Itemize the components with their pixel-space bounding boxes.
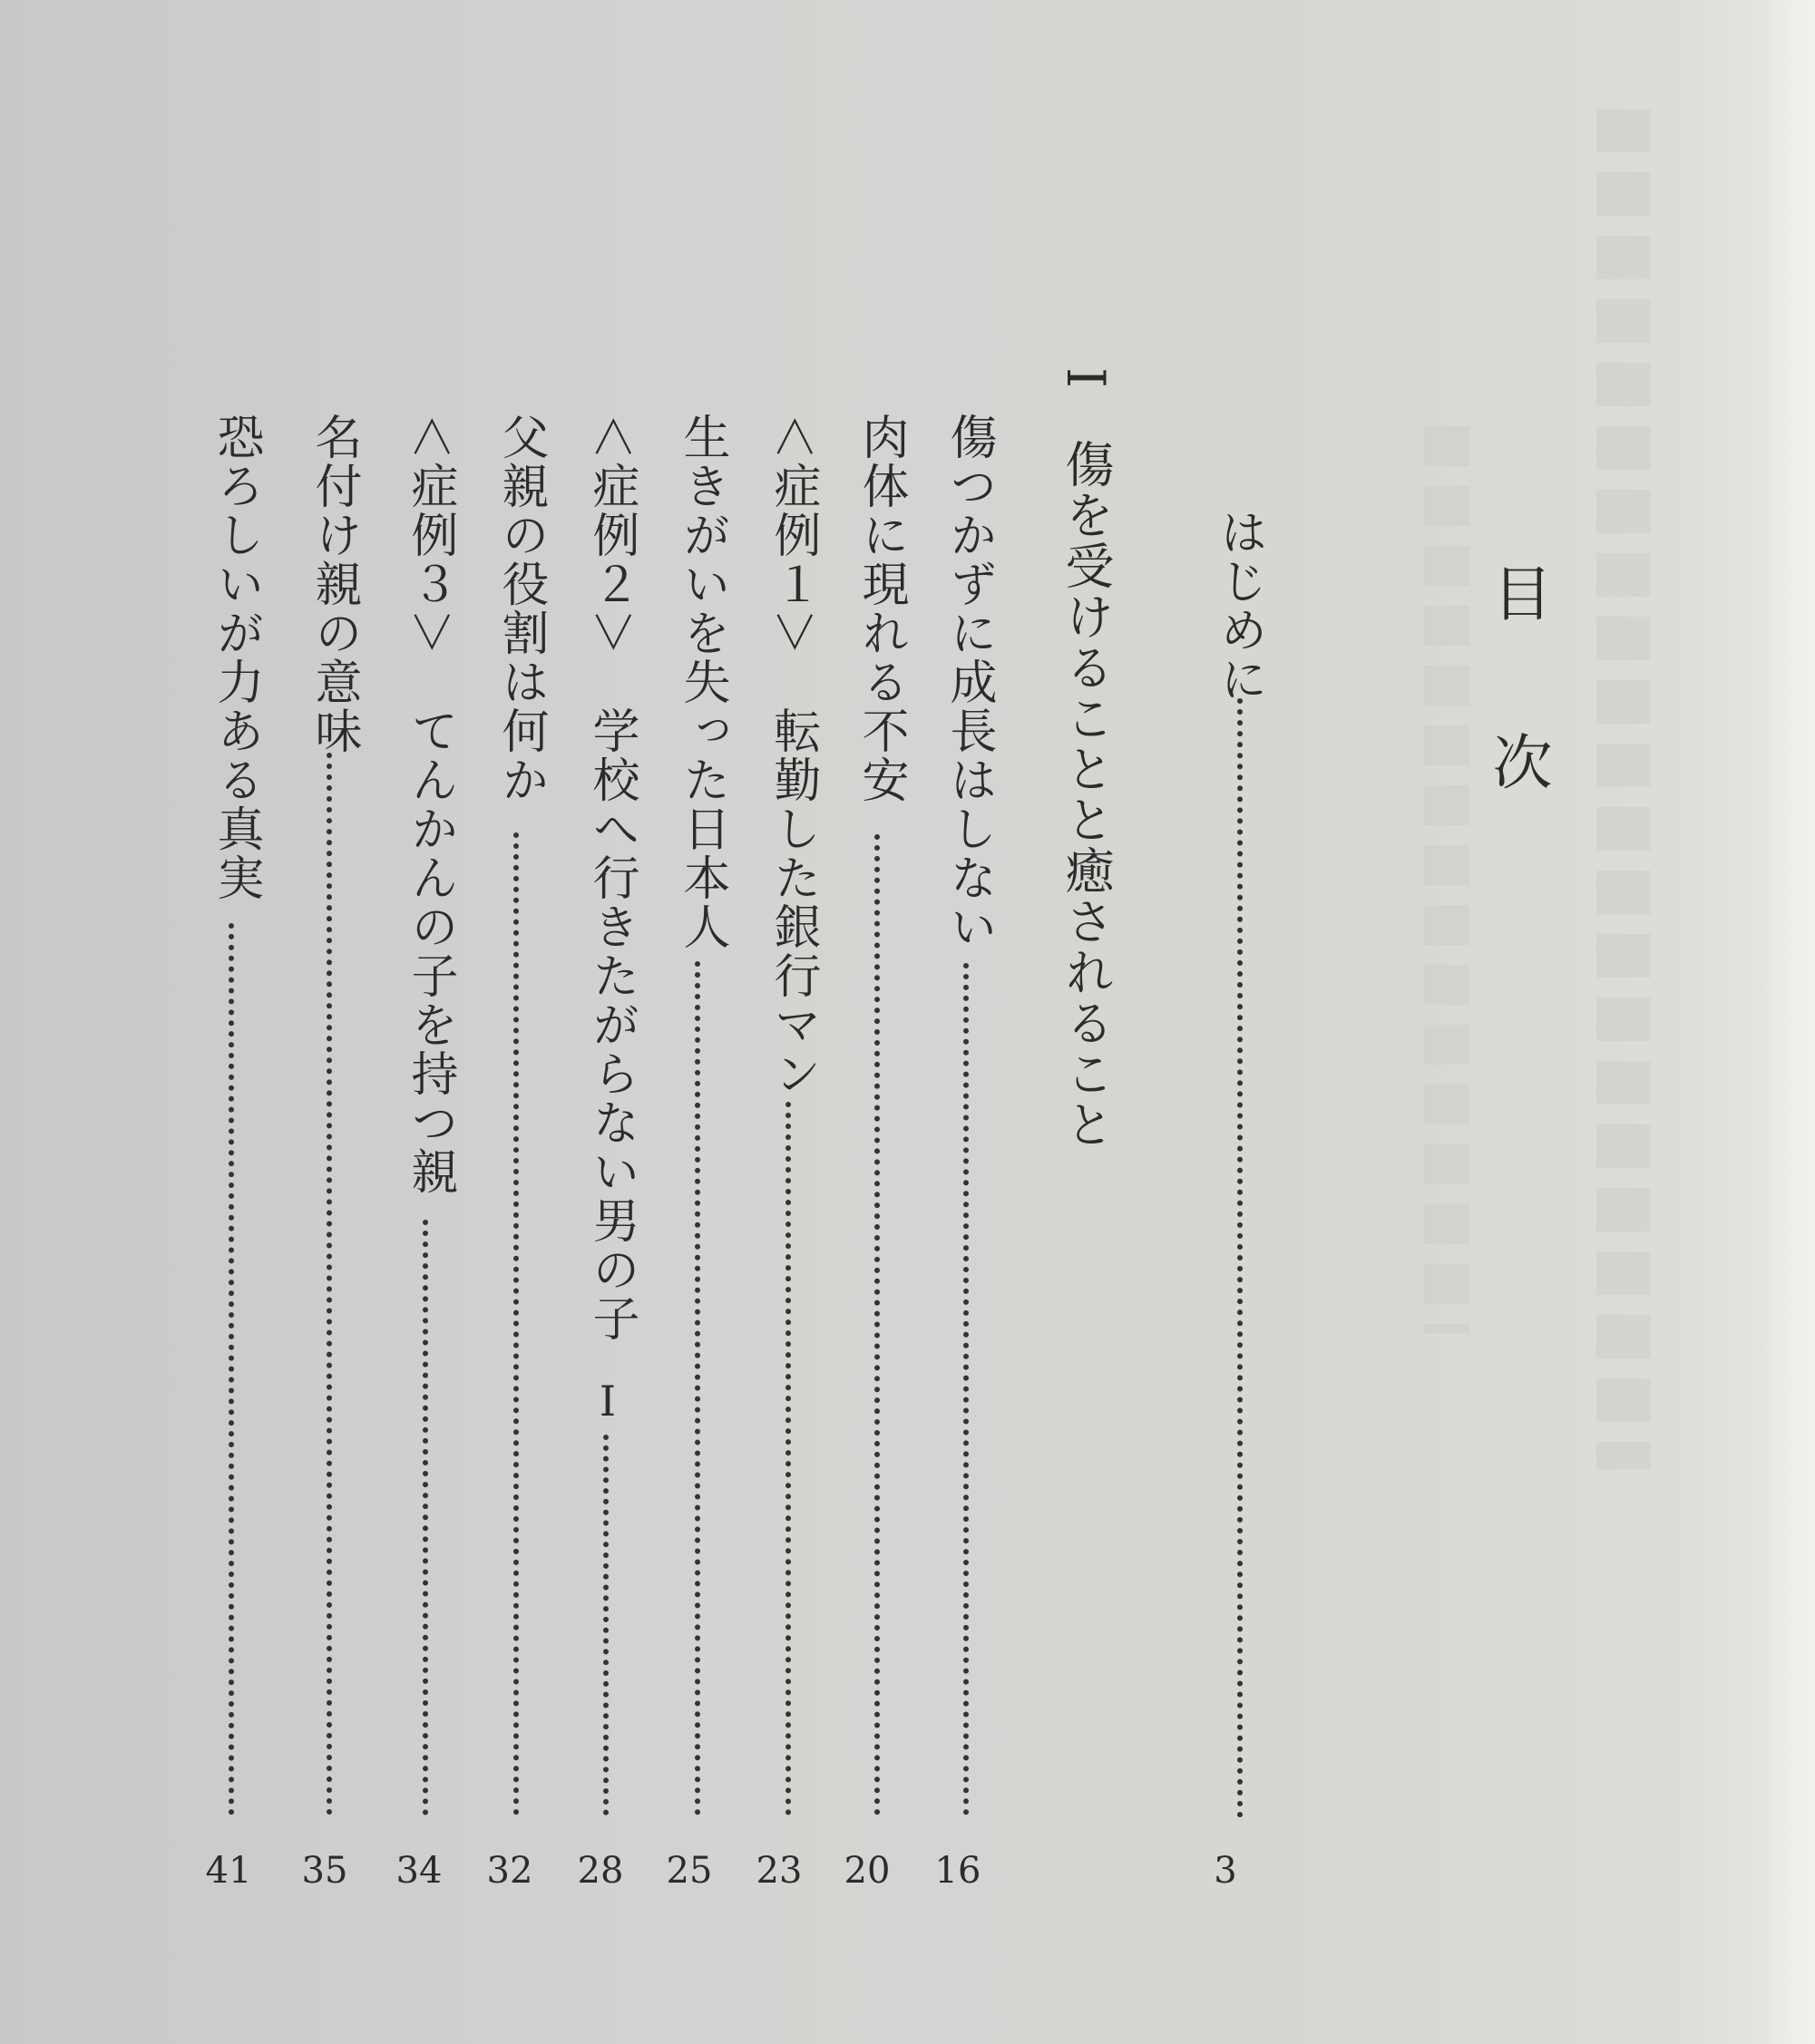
- toc-entry-title: 生きがいを失った日本人: [675, 413, 729, 951]
- toc-entry-title: 名付け親の意味: [307, 413, 361, 755]
- dot-leader: [327, 753, 332, 1815]
- dot-leader: [423, 1220, 428, 1815]
- dot-leader: [695, 961, 700, 1815]
- part-title: 傷を受けることと癒されること: [1058, 438, 1115, 1150]
- show-through-ghost: [1596, 109, 1651, 1469]
- toc-entry-title: 肉体に現れる不安: [854, 413, 908, 804]
- page-number: 20: [844, 1850, 891, 1892]
- part-numeral: I: [1055, 367, 1117, 390]
- page-number: 25: [666, 1850, 713, 1892]
- toc-entry[interactable]: [584, 413, 639, 1344]
- toc-entry-title: ＜症例２＞ 学校へ行きたがらない男の子: [584, 413, 639, 1344]
- toc-entry-intro[interactable]: [1212, 508, 1266, 704]
- dot-leader: [1237, 698, 1243, 1818]
- dot-leader: [229, 923, 234, 1815]
- toc-entry[interactable]: [493, 413, 548, 804]
- page-number: 28: [577, 1850, 624, 1892]
- page-number: 41: [205, 1850, 252, 1892]
- toc-entry[interactable]: [675, 413, 729, 951]
- dot-leader: [963, 963, 969, 1815]
- toc-entry[interactable]: [854, 413, 908, 804]
- page-number: 3: [1214, 1850, 1237, 1892]
- toc-entry[interactable]: [403, 413, 457, 1197]
- toc-heading: 目次: [1482, 562, 1552, 900]
- toc-entry-title: ＜症例１＞ 転勤した銀行マン: [766, 413, 820, 1099]
- page-number: 34: [395, 1850, 443, 1892]
- page-number: 23: [756, 1850, 803, 1892]
- page-number: 35: [301, 1850, 348, 1892]
- dot-leader: [513, 832, 519, 1815]
- roman-numeral-suffix: I: [599, 1377, 617, 1426]
- page-number: 16: [934, 1850, 981, 1892]
- toc-entry[interactable]: [209, 413, 263, 902]
- dot-leader: [874, 834, 880, 1815]
- toc-entry-title: ＜症例３＞ てんかんの子を持つ親: [403, 413, 457, 1197]
- toc-entry-title: 父親の役割は何か: [493, 413, 548, 804]
- toc-entry-title: 傷つかずに成長はしない: [942, 413, 996, 951]
- page-edge: [1761, 0, 1815, 2044]
- toc-entry-title: 恐ろしいが力ある真実: [209, 413, 263, 902]
- show-through-ghost: [1424, 426, 1469, 1333]
- toc-entry[interactable]: [766, 413, 820, 1099]
- dot-leader: [786, 1102, 791, 1815]
- dot-leader: [603, 1435, 609, 1815]
- toc-entry[interactable]: [942, 413, 996, 951]
- part-heading: [1055, 367, 1117, 1150]
- toc-entry[interactable]: [307, 413, 361, 755]
- page-number: 32: [486, 1850, 533, 1892]
- toc-entry-title: はじめに: [1212, 508, 1266, 704]
